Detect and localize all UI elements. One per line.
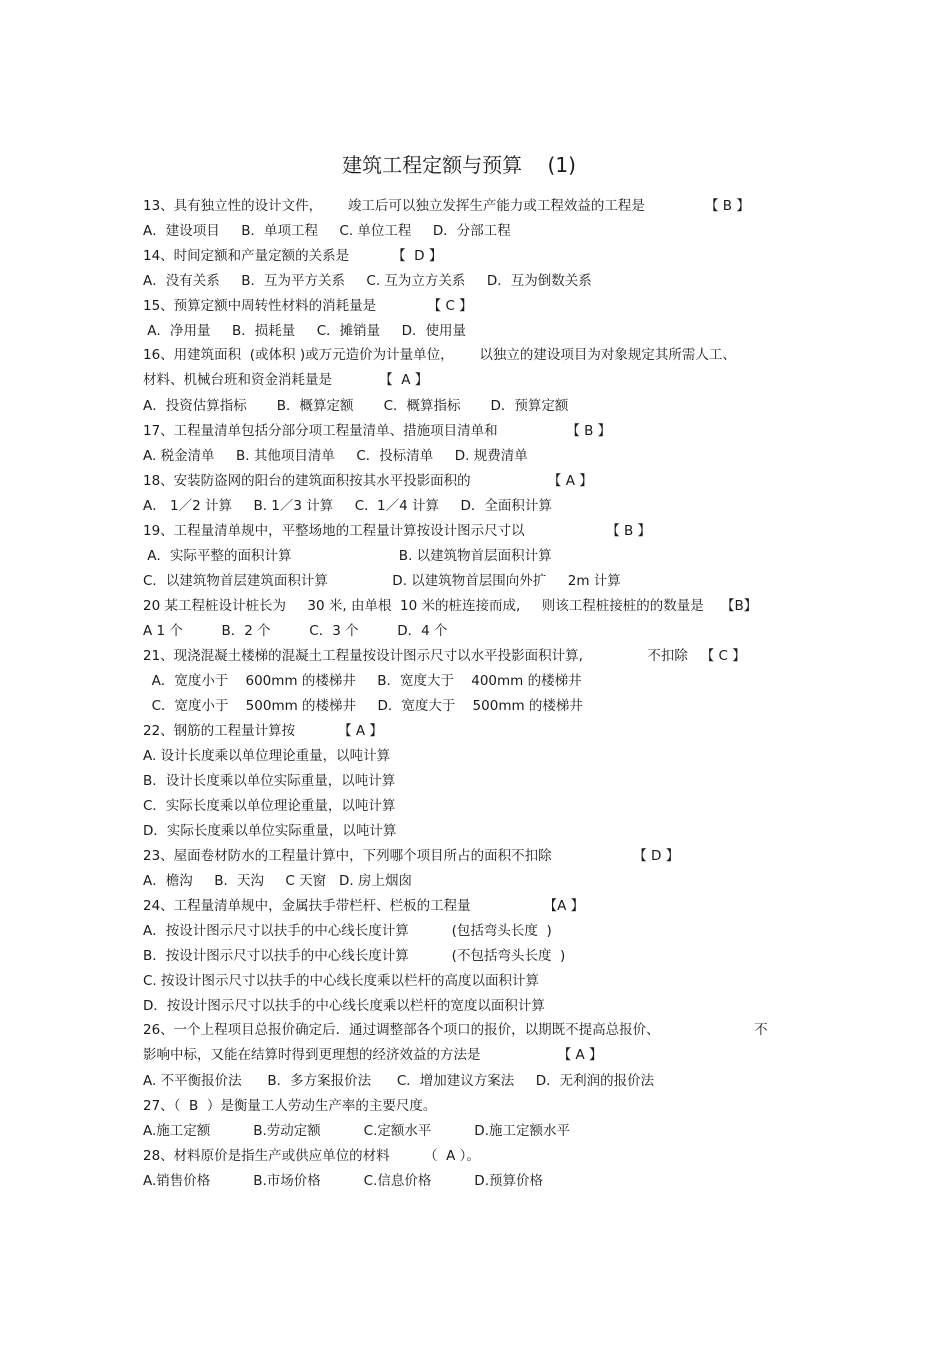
text-line: B．设计长度乘以单位实际重量，以吨计算 xyxy=(143,773,396,789)
text-line: 16、用建筑面积 (或体积 )或万元造价为计量单位， 以独立的建设项目为对象规定其所需人工、 xyxy=(143,347,736,363)
text-line: A. 不平衡报价法 B．多方案报价法 C．增加建议方案法 D．无利润的报价法 xyxy=(143,1073,655,1089)
text-line: C．以建筑物首层建筑面积计算 D. 以建筑物首层围向外扩 2m 计算 xyxy=(143,573,621,589)
text-line: A.施工定额 B.劳动定额 C.定额水平 D.施工定额水平 xyxy=(143,1123,570,1139)
text-line: 20 某工程桩设计桩长为 30 米, 由单根 10 米的桩连接而成, 则该工程桩接桩的的数量是 【B】 xyxy=(143,598,758,614)
text-line: 材料、机械台班和资金消耗量是 【 A 】 xyxy=(143,372,429,388)
page-title: 建筑工程定额与预算 (1) xyxy=(342,153,576,177)
text-line: 23、屋面卷材防水的工程量计算中，下列哪个项目所占的面积不扣除 【 D 】 xyxy=(143,848,680,864)
text-line: A．按设计图示尺寸以扶手的中心线长度计算 (包括弯头长度 ) xyxy=(143,923,552,939)
text-line: 15、预算定额中周转性材料的消耗量是 【 C 】 xyxy=(143,298,473,314)
text-line: 28、材料原价是指生产或供应单位的材料 （ A ）。 xyxy=(143,1148,480,1164)
text-line: A. 设计长度乘以单位理论重量，以吨计算 xyxy=(143,748,391,764)
text-line: D．按设计图示尺寸以扶手的中心线长度乘以栏杆的宽度以面积计算 xyxy=(143,998,545,1014)
text-line: 17、工程量清单包括分部分项工程量清单、措施项目清单和 【 B 】 xyxy=(143,423,612,439)
text-line: A．实际平整的面积计算 B. 以建筑物首层面积计算 xyxy=(143,548,552,564)
text-line: A． 1／2 计算 B. 1／3 计算 C. 1／4 计算 D．全面积计算 xyxy=(143,498,552,514)
text-line: D．实际长度乘以单位实际重量，以吨计算 xyxy=(143,823,397,839)
text-line: 13、具有独立性的设计文件， 竣工后可以独立发挥生产能力或工程效益的工程是 【 B 】 xyxy=(143,198,750,214)
text-line: C．宽度小于 500mm 的楼梯井 D．宽度大于 500mm 的楼梯井 xyxy=(143,698,583,714)
text-line: 14、时间定额和产量定额的关系是 【 D 】 xyxy=(143,248,443,264)
text-line: A．建设项目 B．单项工程 C. 单位工程 D．分部工程 xyxy=(143,223,511,239)
text-line: 24、工程量清单规中，金属扶手带栏杆、栏板的工程量 【A 】 xyxy=(143,898,585,914)
text-line: 21、现浇混凝土楼梯的混凝土工程量按设计图示尺寸以水平投影面积计算, 不扣除 【 C 】 xyxy=(143,648,746,664)
text-line: A.销售价格 B.市场价格 C.信息价格 D.预算价格 xyxy=(143,1173,543,1189)
text-line: 27、（ B ）是衡量工人劳动生产率的主要尺度。 xyxy=(143,1098,437,1114)
text-line: 26、一个上程项目总报价确定后．通过调整部各个项口的报价，以期既不提高总报价、 不 xyxy=(143,1022,768,1038)
text-line: 22、钢筋的工程量计算按 【 A 】 xyxy=(143,723,383,739)
text-line: A．净用量 B．损耗量 C．摊销量 D．使用量 xyxy=(143,323,466,339)
text-line: A．宽度小于 600mm 的楼梯井 B．宽度大于 400mm 的楼梯井 xyxy=(143,673,582,689)
text-line: A．檐沟 B．天沟 C 天窗 D. 房上烟囱 xyxy=(143,873,412,889)
text-line: C．实际长度乘以单位理论重量，以吨计算 xyxy=(143,798,396,814)
text-line: 19、工程量清单规中，平整场地的工程量计算按设计图示尺寸以 【 B 】 xyxy=(143,523,652,539)
text-line: B．按设计图示尺寸以扶手的中心线长度计算 (不包括弯头长度 ) xyxy=(143,948,566,964)
text-line: 影响中标，又能在结算时得到更理想的经济效益的方法是 【 A 】 xyxy=(143,1047,603,1063)
text-line: A．投资估算指标 B．概算定额 C．概算指标 D．预算定额 xyxy=(143,398,569,414)
question-list xyxy=(143,194,813,1194)
text-line: 18、安装防盗网的阳台的建筑面积按其水平投影面积的 【 A 】 xyxy=(143,473,593,489)
text-line: A 1 个 B．2 个 C．3 个 D．4 个 xyxy=(143,623,448,639)
text-line: C. 按设计图示尺寸以扶手的中心线长度乘以栏杆的高度以面积计算 xyxy=(143,973,540,989)
text-line: A．没有关系 B．互为平方关系 C. 互为立方关系 D．互为倒数关系 xyxy=(143,273,592,289)
text-line: A. 税金清单 B. 其他项目清单 C．投标清单 D. 规费清单 xyxy=(143,448,528,464)
